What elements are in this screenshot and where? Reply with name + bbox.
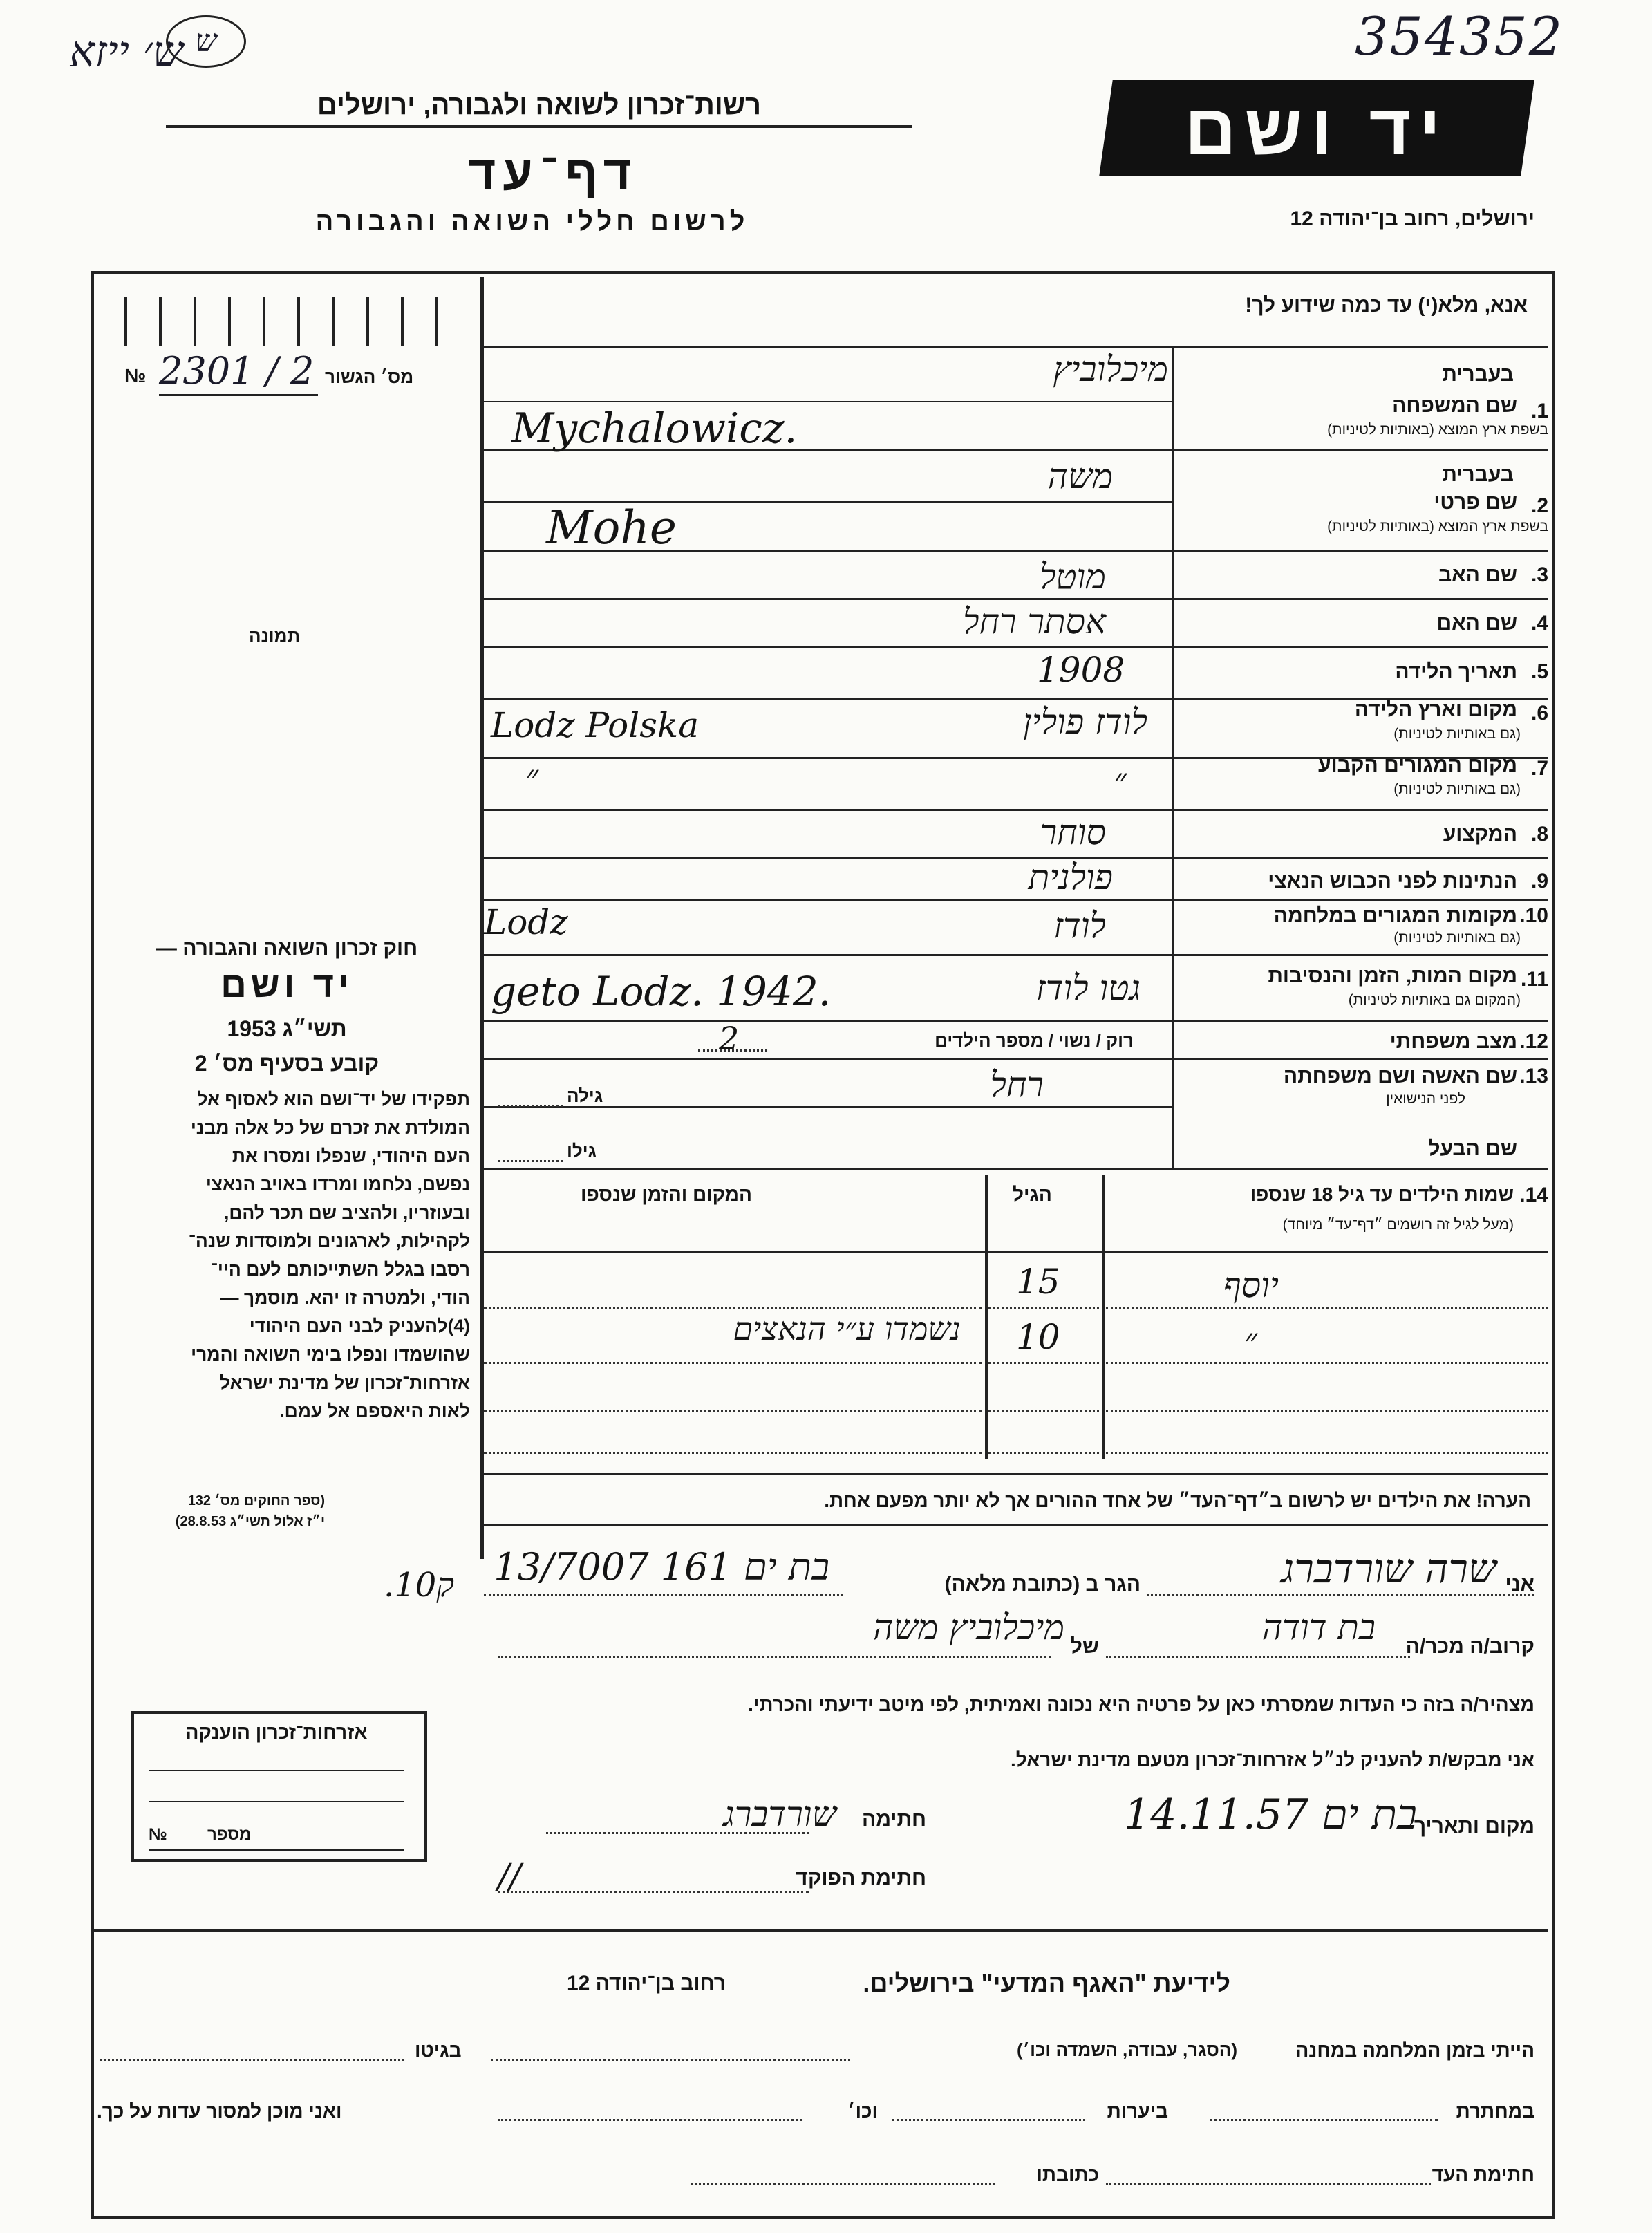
law-year-number: 1953: [227, 1016, 276, 1041]
children-row-line: [484, 1307, 982, 1309]
field-6-num: 6.: [1530, 702, 1548, 725]
law-line: רסבו בגלל השתייכותם לעם היי־: [210, 1259, 470, 1280]
field-11-num: 11.: [1520, 968, 1548, 991]
info-line1-c: בגיטו: [415, 2039, 462, 2061]
decl-of-line: [498, 1656, 1051, 1658]
info-line3-fill: [1106, 2183, 1431, 2185]
law-line: נפשם, נלחמו ומרדו באויב הנאצי: [205, 1174, 470, 1195]
row-line: [480, 1168, 1548, 1170]
law-footnote-1: (ספר החוקים מס׳ 132: [187, 1493, 325, 1508]
info-line2-c: וכו׳: [847, 2100, 878, 2122]
law-line: לקהילות, לארגונים ולמוסדות שנה־: [188, 1231, 470, 1251]
field-7-hebrew-value: ״: [1114, 760, 1127, 801]
info-line2-fill: [1210, 2119, 1438, 2121]
stamp-box-line: [149, 1801, 404, 1802]
law-line: תפקידו של יד־ושם הוא לאסוף אל: [197, 1089, 470, 1110]
law-text: [104, 1085, 470, 1426]
decl-of-value: מיכלוביץ משה: [873, 1607, 1064, 1647]
children-row-line: [1106, 1307, 1548, 1309]
info-line2-d: ואני מוכן למסור עדות על כך.: [97, 2100, 342, 2122]
decl-name-line: [1147, 1594, 1534, 1596]
authority-name: רשות־זכרון לשואה ולגבורה, ירושלים: [166, 90, 912, 128]
field-2-latin-value: Mohe: [546, 501, 677, 554]
husband-label: שם הבעל: [1428, 1137, 1517, 1160]
field-9-label: הנתינות לפני הכבוש הנאצי: [1268, 870, 1517, 893]
law-name: יד ושם: [220, 965, 353, 1005]
decl-of-label: של: [1070, 1635, 1099, 1658]
form-subtitle: לרשום חללי השואה והגבורה: [315, 207, 749, 236]
children-header-line: [480, 1251, 1548, 1253]
field-1-latin-hint: בשפת ארץ המוצא (באותיות לטיניות): [1327, 422, 1548, 438]
decl-i-label: אני: [1505, 1573, 1534, 1596]
note-text: הערה! את הילדים יש לרשום ב״דף־העד״ של אחד ההורים אך לא יותר מפעם אחת.: [824, 1490, 1531, 1511]
field-7-num: 7.: [1530, 757, 1548, 780]
field-10-label: מקומות המגורים במלחמה: [1273, 904, 1517, 927]
corner-circled-mark: ש: [166, 15, 246, 68]
field-10-hebrew-value: לודז: [1053, 906, 1106, 946]
field-4-value: אסתר רחל: [963, 601, 1106, 642]
field-6-hebrew-value: לודז פולין: [1022, 702, 1147, 742]
info-line2-fill3: [498, 2119, 802, 2121]
field-6-hint: (גם באותיות לטיניות): [1393, 726, 1521, 742]
child-2-place: נשמדו ע״י הנאצים: [733, 1310, 961, 1347]
law-line: (4)להעניק לבני העם היהודי: [249, 1316, 470, 1336]
info-line1-fill2: [100, 2059, 404, 2061]
decl-officer-label: חתימת הפוקד: [796, 1867, 926, 1889]
decl-relation-line: [1106, 1656, 1410, 1658]
children-header-hint: (מעל לגיל זה רושמים ״דף־עד״ מיוחד): [1282, 1217, 1514, 1233]
field-11-hebrew-value: גטו לודז: [1035, 968, 1141, 1008]
info-line2-b: ביערות: [1107, 2100, 1168, 2122]
stamp-box-line: [149, 1770, 404, 1771]
info-line3-b: כתובתו: [1036, 2164, 1099, 2185]
info-line1-a: הייתי בזמן המלחמה במחנה: [1295, 2039, 1534, 2061]
children-row-line: [988, 1362, 1099, 1364]
field-8-value: סוחר: [1040, 812, 1106, 852]
corner-note: ש׳ ייזא: [69, 26, 183, 77]
law-line: העם היהודי, שנפלו ומסרו את: [232, 1146, 470, 1166]
field-3-value: מוטל: [1039, 557, 1106, 597]
children-header-age: הגיל: [1013, 1184, 1052, 1205]
field-2-hebrew-value: משה: [1047, 456, 1113, 496]
registration-number: 2301 / 2: [159, 349, 315, 393]
info-line3-fill2: [691, 2183, 995, 2185]
decl-signature-value: שורדברג: [723, 1794, 836, 1834]
field-7-label: מקום המגורים הקבוע: [1318, 754, 1517, 776]
row-line: [480, 598, 1548, 600]
children-row-line: [1106, 1362, 1548, 1364]
decl-relation-value: בת דודה: [1261, 1607, 1376, 1647]
decl-address-line: [484, 1594, 843, 1596]
field-5-value: 1908: [1037, 650, 1125, 690]
stamp-box-number-line: [149, 1849, 404, 1851]
field-10-latin-value: Lodz: [484, 902, 568, 942]
field-1-latin-value: Mychalowicz.: [511, 404, 798, 453]
law-section: קובע בסעיף מס׳ 2: [194, 1051, 379, 1076]
children-col-line: [985, 1175, 988, 1459]
law-heading: חוק זכרון השואה והגבורה —: [156, 937, 418, 960]
child-1-age: 15: [1016, 1262, 1060, 1302]
field-1-hebrew-hint: בעברית: [1442, 363, 1514, 386]
photo-label: תמונה: [249, 626, 301, 646]
law-year-hebrew: תשי״ג: [282, 1016, 347, 1041]
row-line: [480, 1058, 1548, 1060]
field-11-hint: (המקום גם באותיות לטיניות): [1348, 992, 1521, 1008]
field-4-label: שם האם: [1436, 612, 1517, 635]
row-line: [480, 401, 1172, 402]
decl-relative-label: קרוב/ה מכר/ה: [1405, 1635, 1534, 1658]
child-1-name: יוסף: [1223, 1265, 1279, 1305]
decl-request: אני מבקש/ת להעניק לנ״ל אזרחות־זכרון מטעם מדינת ישראל.: [1010, 1749, 1534, 1770]
row-line: [480, 346, 1548, 348]
field-13-label: שם האשה ושם משפחתה: [1283, 1065, 1517, 1087]
children-header-names: שמות הילדים עד גיל 18 שנספו: [1250, 1184, 1514, 1205]
registration-underline: [159, 394, 318, 396]
field-2-label: שם פרטי: [1434, 491, 1517, 514]
law-line: שהושמדו ונפלו בימי השואה והמרי: [191, 1344, 470, 1365]
info-line1-fill: [491, 2059, 850, 2061]
logo-text: יד ושם: [1184, 90, 1449, 170]
field-7-hint: (גם באותיות לטיניות): [1393, 781, 1521, 797]
field-3-label: שם האב: [1438, 563, 1517, 586]
children-row-line: [988, 1452, 1099, 1454]
info-line2-fill2: [892, 2119, 1085, 2121]
intro-text: אנא, מלא(י) עד כמה שידוע לך!: [1245, 294, 1528, 317]
field-7-latin-value: ״: [525, 757, 538, 797]
field-8-label: המקצוע: [1443, 823, 1517, 845]
children-row-line: [1106, 1410, 1548, 1412]
children-row-line: [484, 1452, 982, 1454]
field-6-label: מקום וארץ הלידה: [1354, 698, 1517, 721]
row-line: [480, 954, 1548, 956]
children-header-place: המקום והזמן שנספו: [581, 1184, 752, 1205]
children-col-line: [1102, 1175, 1105, 1459]
law-footnote-2: י״ז אלול תשי״ג 28.8.53): [175, 1514, 325, 1529]
decl-officer-value: //: [498, 1856, 521, 1896]
info-line1-b: (הסגר, עבודה, השמדה וכו׳): [1016, 2039, 1237, 2060]
field-8-num: 8.: [1530, 823, 1548, 845]
field-12-options: רוק / נשוי / מספר הילדים: [935, 1030, 1134, 1051]
note-bottom-line: [480, 1524, 1548, 1526]
children-row-line: [484, 1362, 982, 1364]
field-2-latin-hint: בשפת ארץ המוצא (באותיות לטיניות): [1327, 518, 1548, 534]
decl-resides-label: הגר ב (כתובת מלאה): [944, 1573, 1141, 1596]
field-4-num: 4.: [1530, 612, 1548, 635]
field-13-hint: לפני הנישואין: [1386, 1091, 1465, 1107]
form-title: דף־עד: [467, 146, 639, 200]
stamp-box-title: אזרחות־זכרון הוענקה: [185, 1721, 368, 1743]
children-row-line: [484, 1410, 982, 1412]
perforation-ticks: [124, 297, 442, 346]
field-3-num: 3.: [1530, 563, 1548, 586]
children-num: 14.: [1519, 1184, 1548, 1206]
row-line: [480, 646, 1548, 648]
child-2-name: ״: [1244, 1320, 1257, 1361]
stamp-box-no: №: [149, 1825, 167, 1844]
field-5-label: תאריך הלידה: [1395, 660, 1517, 683]
field-12-label: מצב משפחתי: [1389, 1030, 1517, 1053]
field-9-num: 9.: [1530, 870, 1548, 893]
registration-no: №: [124, 365, 147, 386]
decl-name-value: שרה שורדברג: [1281, 1545, 1496, 1592]
field-6-latin-value: Lodz Polska: [491, 705, 700, 745]
field-2-hebrew-hint: בעברית: [1442, 463, 1514, 486]
decl-side-mark: .10ק: [384, 1566, 455, 1605]
decl-officer-line: [498, 1891, 809, 1893]
info-address: רחוב בן־יהודה 12: [566, 1972, 726, 1994]
children-row-line: [988, 1307, 1099, 1309]
field-9-value: פולנית: [1028, 857, 1113, 897]
child-2-age: 10: [1016, 1317, 1060, 1357]
children-row-line: [1106, 1452, 1548, 1454]
field-5-num: 5.: [1530, 660, 1548, 683]
field-11-latin-value: geto Lodz. 1942.: [491, 968, 832, 1015]
info-line3-a: חתימת העד: [1432, 2164, 1534, 2185]
law-line: לאות היאספם אל עמם.: [279, 1401, 470, 1421]
field-1-num: 1.: [1530, 400, 1548, 422]
husband-age-dotline: [498, 1160, 563, 1162]
note-top-line: [480, 1473, 1548, 1475]
row-line: [480, 857, 1548, 859]
header-address: ירושלים, רחוב בן־יהודה 12: [1290, 207, 1534, 230]
registration-label: מס׳ הגשור: [325, 366, 414, 387]
archive-number: 354352: [1355, 6, 1564, 67]
husband-age-label: גילו: [567, 1141, 597, 1161]
decl-signature-label: חתימה: [861, 1808, 926, 1831]
row-line: [480, 1020, 1548, 1022]
decl-affirm: מצהיר/ה בזה כי העדות שמסרתי כאן על פרטיה היא נכונה ואמיתית, לפי מיטב ידיעתי והכרתי.: [748, 1694, 1534, 1715]
field-13-value: רחל: [990, 1065, 1044, 1105]
decl-place-date-label: מקום ותאריך: [1414, 1815, 1534, 1838]
law-line: המולדת את זכרם של כל אלה מבני: [190, 1117, 470, 1138]
field-1-label: שם המשפחה: [1392, 394, 1517, 417]
info-divider: [93, 1929, 1548, 1932]
field-13-num: 13.: [1519, 1065, 1548, 1087]
stamp-box-number-label: מספר: [207, 1825, 252, 1844]
field-10-num: 10.: [1519, 904, 1548, 927]
row-line: [480, 809, 1548, 811]
law-line: אזרחות־זכרון של מדינת ישראל: [219, 1372, 470, 1393]
info-heading: לידיעת "האגף המדעי" בירושלים.: [863, 1969, 1230, 1997]
children-row-line: [988, 1410, 1099, 1412]
law-year: [104, 1016, 470, 1042]
law-line: ובעוזריו, ולהציב שם תכר להם,: [223, 1202, 470, 1223]
field-2-num: 2.: [1530, 494, 1548, 517]
field-11-label: מקום המות, הזמן והנסיבות: [1268, 964, 1517, 987]
field-12-children: 2: [719, 1020, 740, 1057]
field-1-hebrew-value: מיכלוביץ: [1053, 349, 1168, 389]
field-10-hint: (גם באותיות לטיניות): [1393, 930, 1521, 946]
fields-left-border: [480, 346, 483, 1175]
field-12-num: 12.: [1519, 1030, 1548, 1053]
field-13-age-label: גילה: [567, 1085, 603, 1106]
law-line: הודי, ולמטרה זו יהא. מוסמך —: [220, 1287, 470, 1308]
decl-address-value: בת ים 161 13/7007: [494, 1545, 829, 1589]
field-13-age-dotline: [498, 1105, 563, 1107]
info-line2-a: במחתרת: [1456, 2100, 1534, 2122]
row-line: [480, 899, 1548, 901]
decl-place-date-value: בת ים 14.11.57: [1123, 1791, 1417, 1839]
